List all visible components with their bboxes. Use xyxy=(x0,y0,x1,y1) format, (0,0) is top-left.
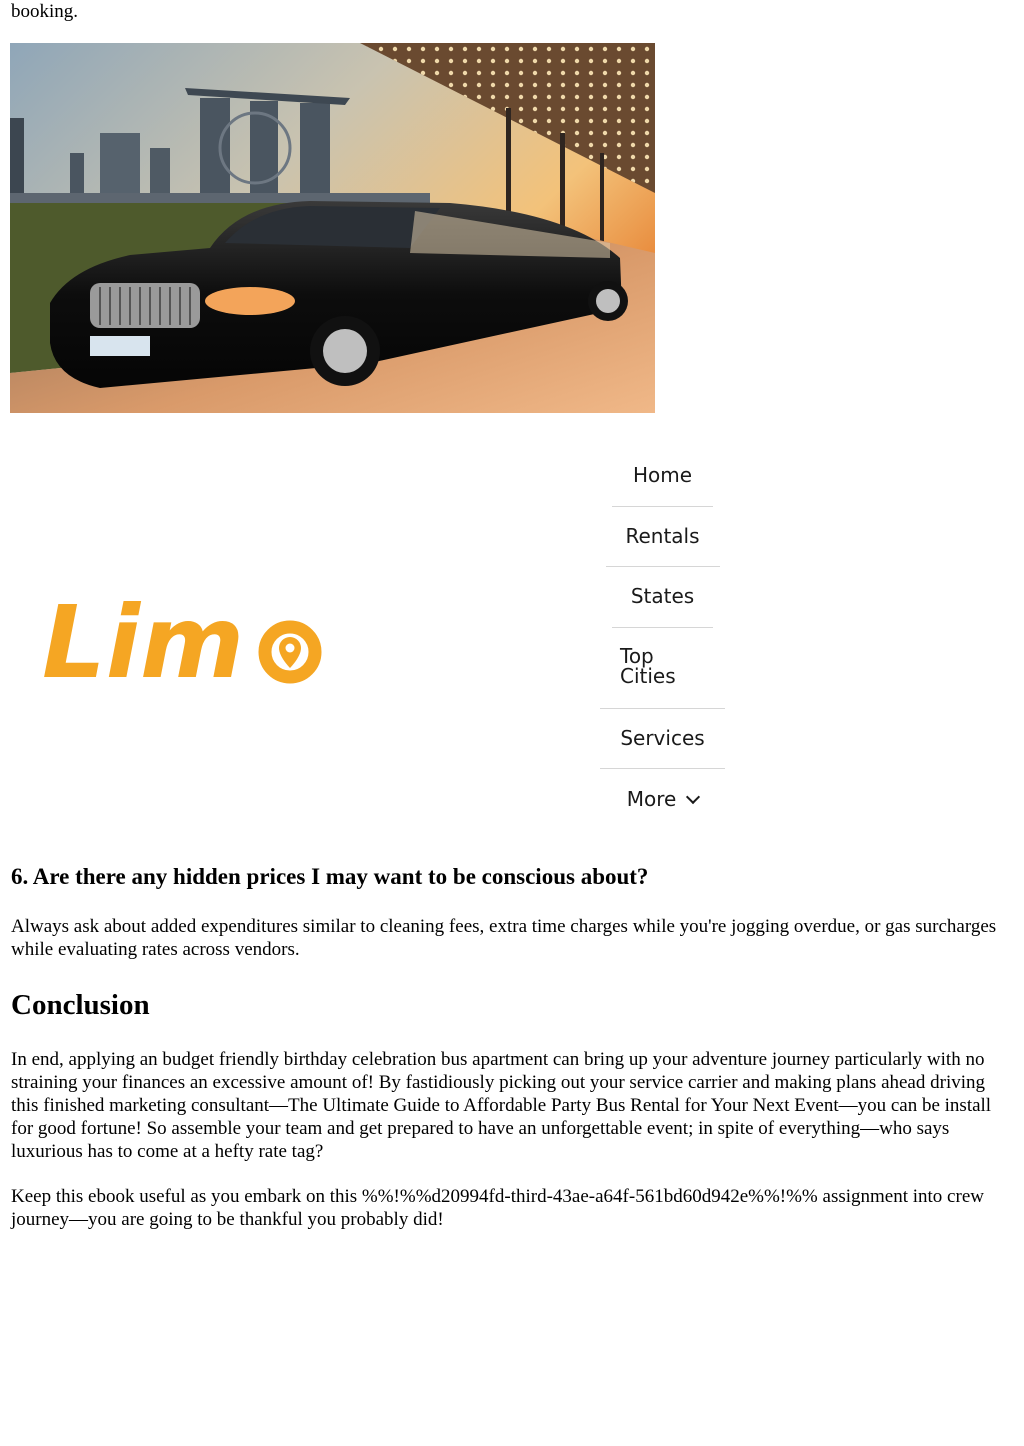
faq-question: 6. Are there any hidden prices I may want to be conscious about? xyxy=(11,864,649,889)
limousine-photo xyxy=(10,43,655,413)
nav-rentals[interactable] xyxy=(600,524,725,548)
nav-more-label: More xyxy=(626,787,677,811)
nav-services[interactable] xyxy=(600,726,725,750)
nav-services-label: Services xyxy=(620,726,705,750)
limo-logo[interactable] xyxy=(40,585,340,695)
nav-top-cities-line1: Top xyxy=(620,644,654,668)
conclusion-paragraph: In end, applying an budget friendly birthday celebration bus apartment can bring up your adventure journey particularly with no straining your finances an excessive amount of! By fastidiously picking out your service carrier and making plans ahead driving this finished marketing consultant—The Ultimate Guide to Affordable Party Bus Rental for Your Next Event—you can be install for good fortune! So assemble your team and get prepared to have an unforgettable event; in spite of everything—who says luxurious has to come at a hefty rate tag? xyxy=(11,1049,992,1162)
closing-paragraph: Keep this ebook useful as you embark on this %%!%%d20994fd-third-43ae-a64f-561bd60d942e%%!%% assignment into crew journey—you are going to be thankful you probably did! xyxy=(11,1186,984,1230)
nav-divider xyxy=(612,506,713,507)
nav-divider xyxy=(612,627,713,628)
nav-top-cities-line2: Cities xyxy=(620,664,676,688)
nav-more[interactable] xyxy=(600,787,725,811)
nav-top-cities[interactable] xyxy=(620,646,720,686)
nav-home[interactable] xyxy=(600,463,725,487)
nav-states[interactable] xyxy=(600,584,725,608)
location-pin-icon xyxy=(265,627,315,677)
nav-states-label: States xyxy=(630,584,695,608)
conclusion-heading: Conclusion xyxy=(11,989,150,1021)
nav-divider xyxy=(600,708,725,709)
nav-home-label: Home xyxy=(632,463,693,487)
intro-fragment: booking. xyxy=(11,1,79,22)
nav-rentals-label: Rentals xyxy=(625,524,700,548)
nav-divider xyxy=(600,768,725,769)
nav-divider xyxy=(606,566,720,567)
faq-answer: Always ask about added expenditures similar to cleaning fees, extra time charges while you're jogging overdue, or gas surcharges while evaluating rates across vendors. xyxy=(11,916,997,960)
chevron-down-icon xyxy=(686,790,700,804)
logo-text: Lim xyxy=(42,585,245,695)
